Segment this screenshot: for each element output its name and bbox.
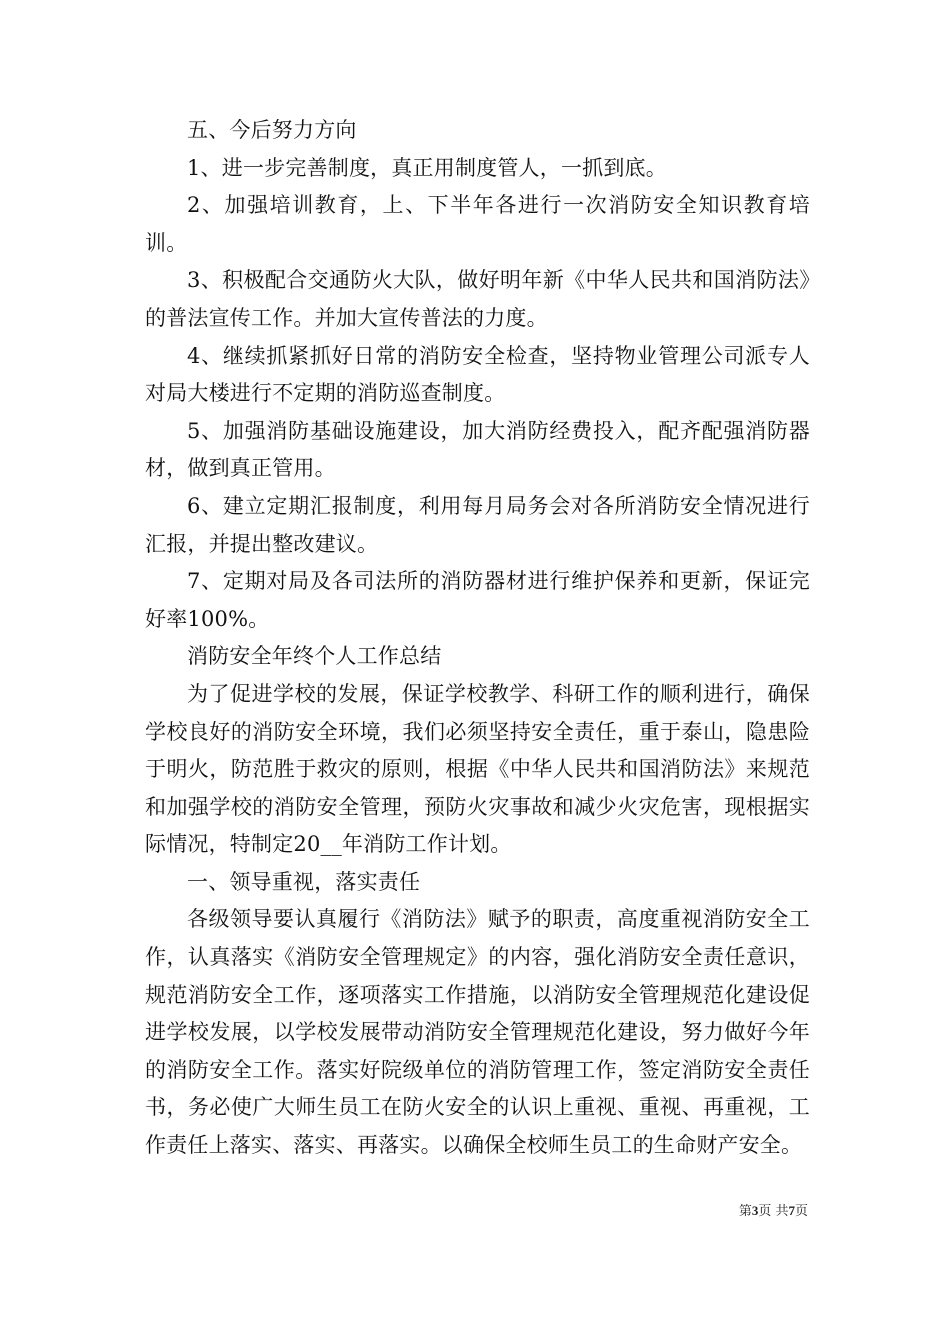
footer-middle: 页 共 xyxy=(758,1204,789,1219)
list-item-7: 7、定期对局及各司法所的消防器材进行维护保养和更新，保证完好率100%。 xyxy=(145,569,810,631)
footer-total-pages: 7 xyxy=(788,1203,795,1218)
footer-current-page: 3 xyxy=(751,1203,759,1218)
list-item-6: 6、建立定期汇报制度，利用每月局务会对各所消防安全情况进行汇报，并提出整改建议。 xyxy=(145,493,810,556)
list-item-2: 2、加强培训教育，上、下半年各进行一次消防安全知识教育培训。 xyxy=(145,193,810,255)
document-body xyxy=(145,112,810,1165)
intro-paragraph: 为了促进学校的发展，保证学校教学、科研工作的顺利进行，确保学校良好的消防安全环境，我们必须坚持安全责任，重于泰山，隐患险于明火，防范胜于救灾的原则，根据《中华人民共和国消防法》来规范和加强学校的消防安全管理，预防火灾事故和减少火灾危害，现根据实际情况，特制定20__年消防工作计划。 xyxy=(145,681,810,857)
section-heading-future-direction: 五、今后努力方向 xyxy=(187,118,357,142)
list-item-5: 5、加强消防基础设施建设，加大消防经费投入，配齐配强消防器材，做到真正管用。 xyxy=(145,418,810,481)
list-item-3: 3、积极配合交通防火大队，做好明年新《中华人民共和国消防法》的普法宣传工作。并加大宣传普法的力度。 xyxy=(145,268,810,330)
document-title: 消防安全年终个人工作总结 xyxy=(187,644,442,669)
footer-prefix: 第 xyxy=(738,1204,752,1219)
footer-suffix: 页 xyxy=(794,1204,808,1219)
page-footer xyxy=(0,1203,808,1220)
body-paragraph: 各级领导要认真履行《消防法》赋予的职责，高度重视消防安全工作，认真落实《消防安全管理规定》的内容，强化消防安全责任意识，规范消防安全工作，逐项落实工作措施，以消防安全管理规范化建设促进学校发展，以学校发展带动消防安全管理规范化建设，努力做好今年的消防安全工作。落实好院级单位的消防管理工作，签定消防安全责任书，务必使广大师生员工在防火安全的认识上重视、重视、再重视，工作责任上落实、落实、再落实。以确保全校师生员工的生命财产安全。 xyxy=(145,907,810,1158)
list-item-1: 1、进一步完善制度，真正用制度管人，一抓到底。 xyxy=(187,155,667,180)
section-heading-leadership: 一、领导重视，落实责任 xyxy=(187,869,421,894)
list-item-4: 4、继续抓紧抓好日常的消防安全检查，坚持物业管理公司派专人对局大楼进行不定期的消防巡查制度。 xyxy=(145,343,810,406)
